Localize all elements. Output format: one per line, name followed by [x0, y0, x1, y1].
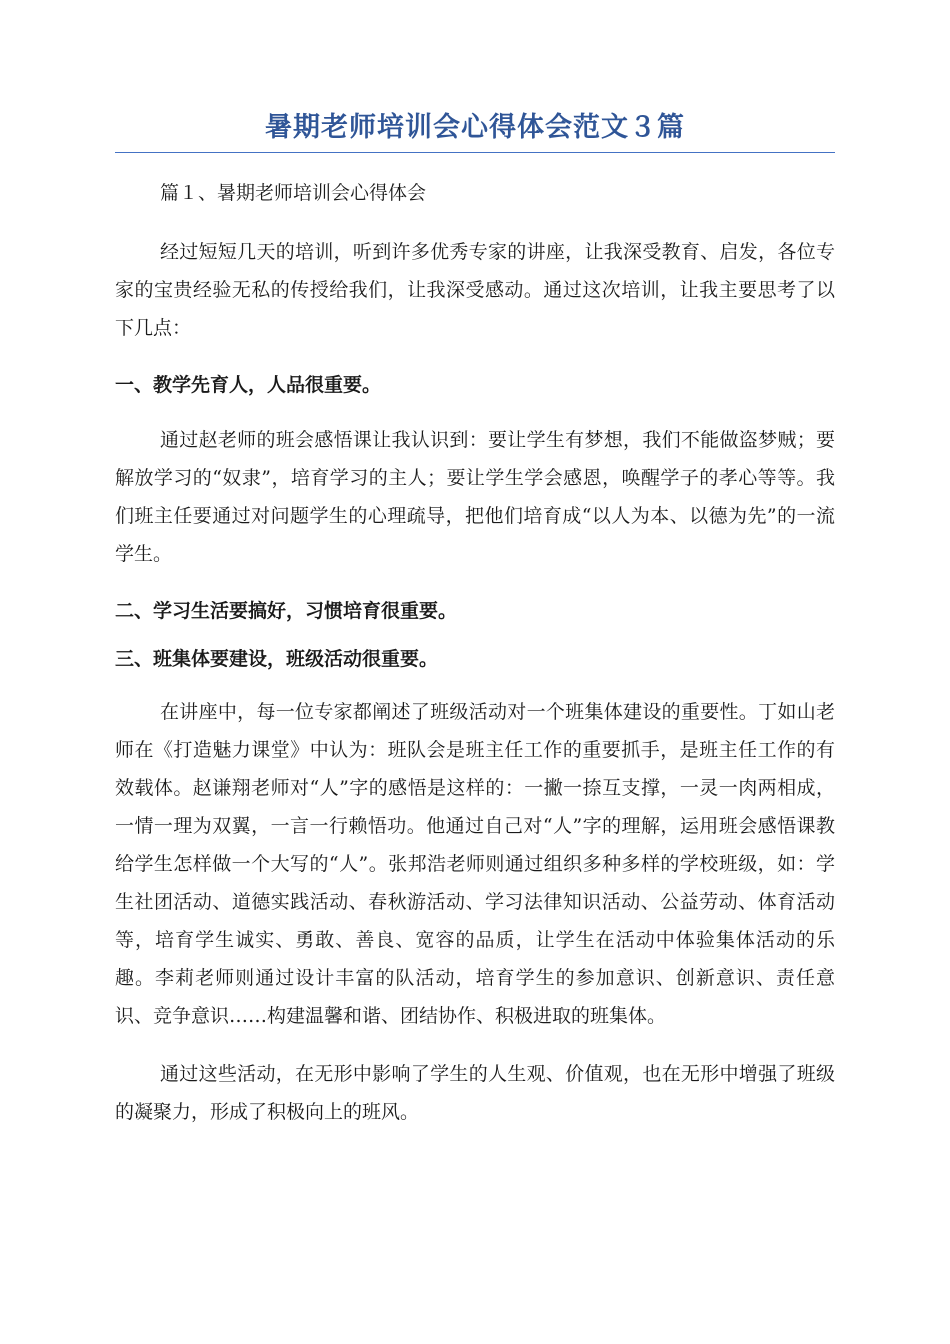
document-page: [115, 108, 835, 1131]
section-title: 篇１、暑期老师培训会心得体会: [160, 182, 427, 204]
paragraph-lectures: 在讲座中，每一位专家都阐述了班级活动对一个班集体建设的重要性。丁如山老师在《打造魅力课堂》中认为：班队会是班主任工作的重要抓手，是班主任工作的有效载体。赵谦翔老师对“人”字的感悟是这样的：一撇一捺互支撑，一灵一肉两相成，一情一理为双翼，一言一行赖悟功。他通过自己对“人”字的理解，运用班会感悟课教给学生怎样做一个大写的“人”。张邦浩老师则通过组织多种多样的学校班级，如：学生社团活动、道德实践活动、春秋游活动、学习法律知识活动、公益劳动、体育活动等，培育学生诚实、勇敢、善良、宽容的品质，让学生在活动中体验集体活动的乐趣。李莉老师则通过设计丰富的队活动，培育学生的参加意识、创新意识、责任意识、竞争意识……构建温馨和谐、团结协作、积极进取的班集体。: [115, 701, 835, 1027]
heading-one: 一、教学先育人，人品很重要。: [115, 374, 382, 396]
heading-three: 三、班集体要建设，班级活动很重要。: [115, 648, 439, 670]
heading-two: 二、学习生活要搞好，习惯培育很重要。: [115, 600, 458, 622]
title-underline: [115, 152, 835, 153]
document-title: 暑期老师培训会心得体会范文３篇: [265, 112, 685, 143]
paragraph-zhao: 通过赵老师的班会感悟课让我认识到：要让学生有梦想，我们不能做盗梦贼；要解放学习的“奴隶”，培育学习的主人；要让学生学会感恩，唤醒学子的孝心等等。我们班主任要通过对问题学生的心理疏导，把他们培育成“以人为本、以德为先”的一流学生。: [115, 429, 835, 565]
paragraph-conclusion: 通过这些活动，在无形中影响了学生的人生观、价值观，也在无形中增强了班级的凝聚力，形成了积极向上的班风。: [115, 1063, 835, 1123]
paragraph-intro: 经过短短几天的培训，听到许多优秀专家的讲座，让我深受教育、启发，各位专家的宝贵经验无私的传授给我们，让我深受感动。通过这次培训，让我主要思考了以下几点：: [115, 241, 835, 339]
